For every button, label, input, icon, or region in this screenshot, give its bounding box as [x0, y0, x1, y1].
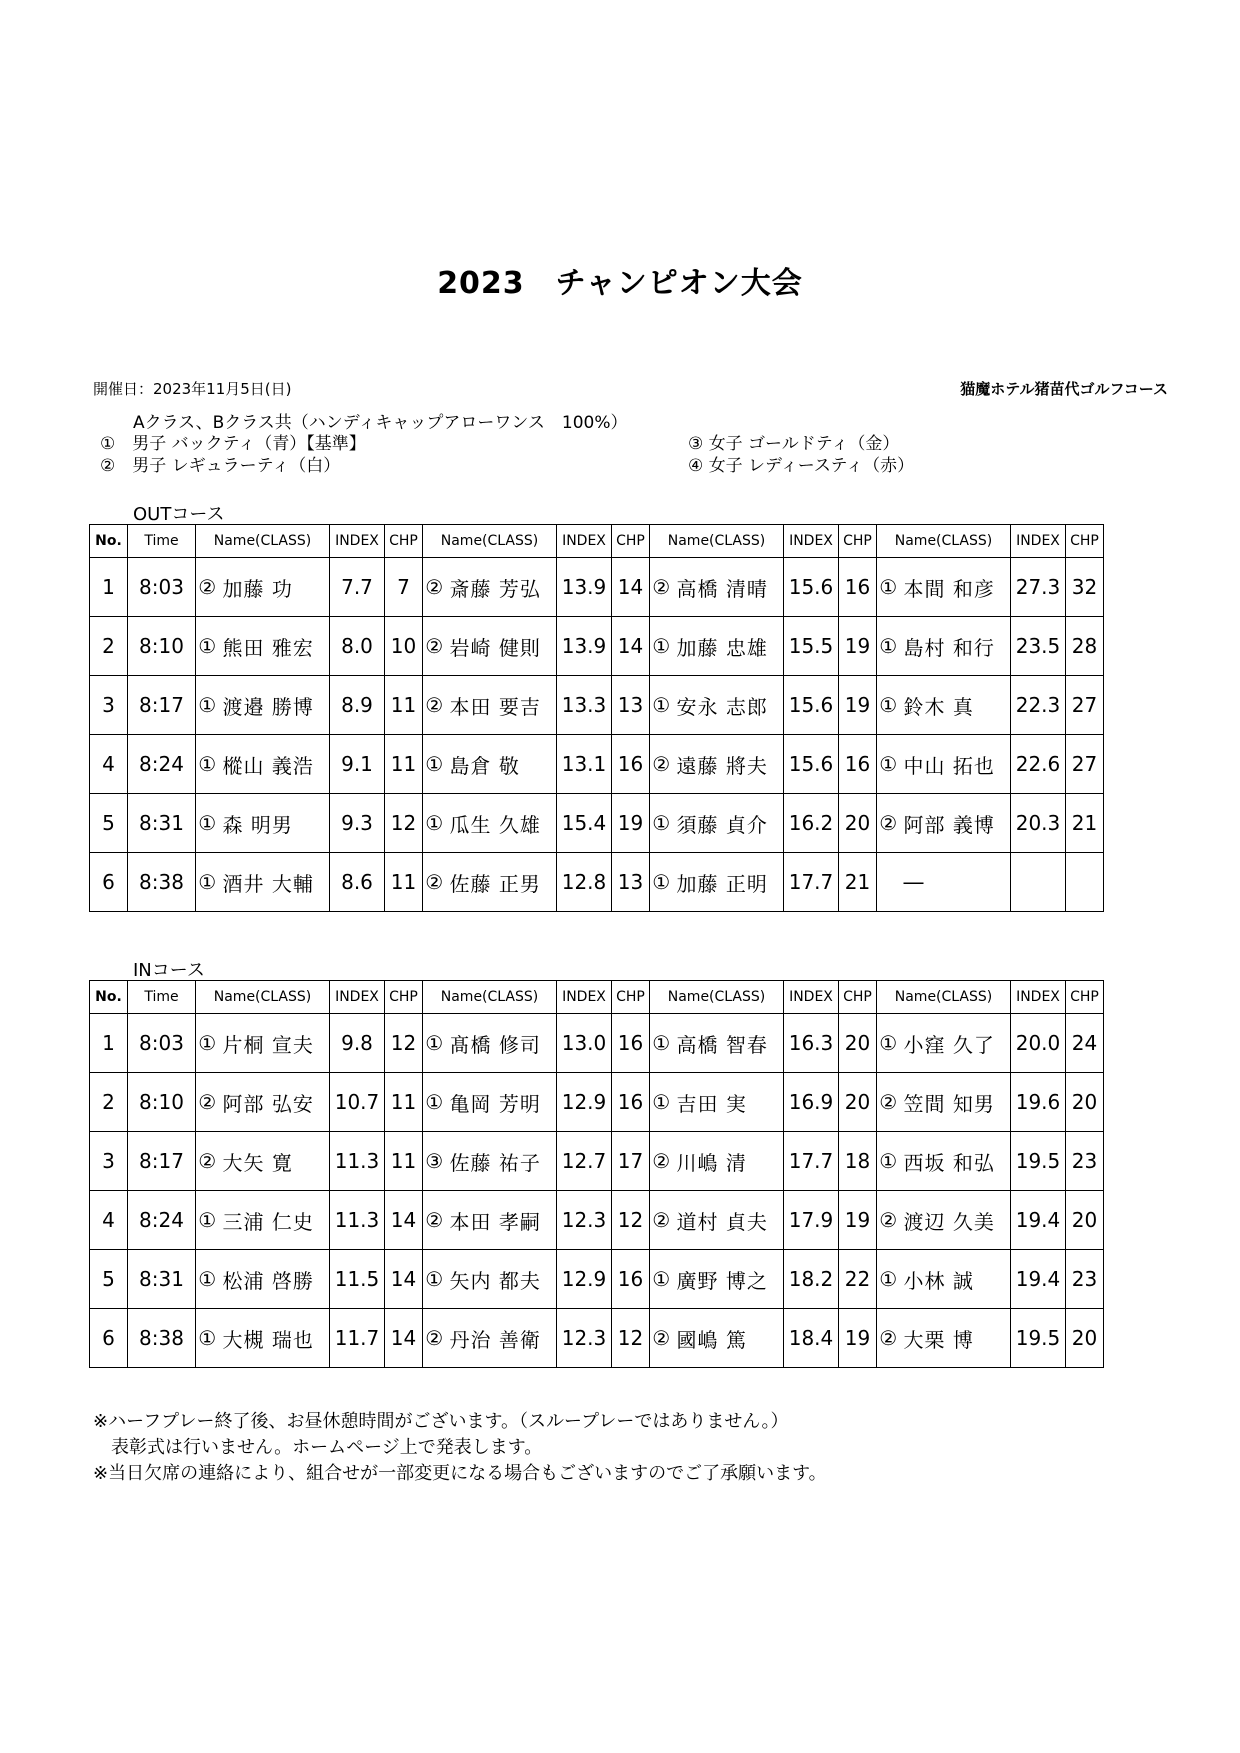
tee-mark: ②: [196, 558, 219, 617]
player-index: 13.9: [557, 617, 612, 676]
tee-mark: ①: [877, 735, 900, 794]
player-chp: 20: [839, 794, 877, 853]
player-chp: 12: [612, 1309, 650, 1368]
tee-mark: ①: [650, 1014, 673, 1073]
player-index: 19.6: [1011, 1073, 1066, 1132]
player-chp: 14: [612, 617, 650, 676]
header-row: [90, 981, 1104, 1014]
tee-mark: ①: [877, 1132, 900, 1191]
tee-mark: ①: [196, 676, 219, 735]
tee-time: 8:17: [128, 676, 196, 735]
tee-mark: ①: [423, 1014, 446, 1073]
tee-mark: ②: [877, 794, 900, 853]
in-course-label: INコース: [133, 960, 205, 981]
player-index: 16.2: [784, 794, 839, 853]
tee-mark: ②: [423, 1309, 446, 1368]
tee-mark: ②: [423, 853, 446, 912]
player-index: 9.1: [330, 735, 385, 794]
player-index: 20.0: [1011, 1014, 1066, 1073]
tee-time: 8:38: [128, 853, 196, 912]
player-chp: [1066, 853, 1104, 912]
tee-3-note: ③ 女子 ゴールドティ（金）: [688, 434, 900, 454]
player-chp: 27: [1066, 676, 1104, 735]
player-chp: 14: [385, 1309, 423, 1368]
player-name: 三浦 仁史: [219, 1191, 330, 1250]
player-name: 鈴木 真: [900, 676, 1011, 735]
header-index: INDEX: [330, 981, 385, 1014]
player-chp: 14: [385, 1250, 423, 1309]
player-name: 島村 和行: [900, 617, 1011, 676]
header-chp: CHP: [839, 525, 877, 558]
player-index: 13.1: [557, 735, 612, 794]
tee-mark: ①: [196, 1309, 219, 1368]
player-index: 19.5: [1011, 1309, 1066, 1368]
tee-mark: ②: [423, 1191, 446, 1250]
player-index: 12.3: [557, 1309, 612, 1368]
player-name: 佐藤 正男: [446, 853, 557, 912]
tee-mark: ②: [650, 1132, 673, 1191]
player-index: 13.0: [557, 1014, 612, 1073]
player-index: 16.3: [784, 1014, 839, 1073]
tee-mark: ①: [650, 1250, 673, 1309]
player-name: 渡辺 久美: [900, 1191, 1011, 1250]
player-name: 大矢 寛: [219, 1132, 330, 1191]
player-index: 17.7: [784, 853, 839, 912]
player-index: 8.0: [330, 617, 385, 676]
player-name: 小窪 久了: [900, 1014, 1011, 1073]
player-chp: 10: [385, 617, 423, 676]
tee-mark: ①: [196, 1191, 219, 1250]
player-chp: 20: [1066, 1191, 1104, 1250]
tee-mark: ②: [423, 617, 446, 676]
tee-time: 8:31: [128, 794, 196, 853]
player-chp: 11: [385, 1073, 423, 1132]
header-time: Time: [128, 981, 196, 1014]
tee-mark: ①: [650, 617, 673, 676]
player-chp: 19: [839, 1309, 877, 1368]
player-name: 丹治 善衛: [446, 1309, 557, 1368]
header-index: INDEX: [557, 525, 612, 558]
player-chp: 16: [612, 1250, 650, 1309]
player-chp: 20: [1066, 1073, 1104, 1132]
player-name: 國嶋 篤: [673, 1309, 784, 1368]
player-chp: 13: [612, 853, 650, 912]
player-name: 中山 拓也: [900, 735, 1011, 794]
group-number: 4: [90, 735, 128, 794]
player-chp: 19: [612, 794, 650, 853]
tee-mark: ②: [877, 1073, 900, 1132]
player-name: 本間 和彦: [900, 558, 1011, 617]
player-name: 川嶋 清: [673, 1132, 784, 1191]
table-row: [90, 735, 1104, 794]
in-course-table: [89, 980, 1104, 1368]
player-name: 矢内 都夫: [446, 1250, 557, 1309]
player-index: 11.3: [330, 1191, 385, 1250]
tee-mark: ①: [196, 1250, 219, 1309]
player-index: 12.8: [557, 853, 612, 912]
player-name: 岩崎 健則: [446, 617, 557, 676]
player-chp: 12: [612, 1191, 650, 1250]
player-name: 阿部 弘安: [219, 1073, 330, 1132]
table-row: [90, 617, 1104, 676]
tee-mark: ②: [423, 676, 446, 735]
player-chp: 16: [612, 735, 650, 794]
player-chp: 7: [385, 558, 423, 617]
table-row: [90, 558, 1104, 617]
player-chp: 32: [1066, 558, 1104, 617]
group-number: 1: [90, 558, 128, 617]
player-name: 道村 貞夫: [673, 1191, 784, 1250]
player-chp: 24: [1066, 1014, 1104, 1073]
player-index: 27.3: [1011, 558, 1066, 617]
header-index: INDEX: [330, 525, 385, 558]
player-chp: 20: [839, 1073, 877, 1132]
player-index: 9.3: [330, 794, 385, 853]
group-number: 6: [90, 853, 128, 912]
player-index: 11.7: [330, 1309, 385, 1368]
player-name: 酒井 大輔: [219, 853, 330, 912]
out-course-table: [89, 524, 1104, 912]
player-name: 加藤 忠雄: [673, 617, 784, 676]
player-name: 樅山 義浩: [219, 735, 330, 794]
group-number: 2: [90, 617, 128, 676]
player-chp: 12: [385, 1014, 423, 1073]
tee-time: 8:24: [128, 735, 196, 794]
tee-mark: ①: [877, 1014, 900, 1073]
tee-mark: ①: [650, 794, 673, 853]
player-chp: 11: [385, 1132, 423, 1191]
tee-mark: ①: [423, 1250, 446, 1309]
header-chp: CHP: [1066, 981, 1104, 1014]
player-index: 12.9: [557, 1250, 612, 1309]
player-chp: 16: [612, 1073, 650, 1132]
group-number: 3: [90, 676, 128, 735]
table-row: [90, 794, 1104, 853]
table-row: [90, 1191, 1104, 1250]
player-name: 渡邉 勝博: [219, 676, 330, 735]
tee-time: 8:24: [128, 1191, 196, 1250]
player-chp: 23: [1066, 1132, 1104, 1191]
player-name: 大栗 博: [900, 1309, 1011, 1368]
tee-mark: ①: [196, 617, 219, 676]
group-number: 5: [90, 794, 128, 853]
player-index: 22.6: [1011, 735, 1066, 794]
player-index: 17.7: [784, 1132, 839, 1191]
tee-mark: ①: [196, 794, 219, 853]
tee-mark: ②: [423, 558, 446, 617]
player-name: 阿部 義博: [900, 794, 1011, 853]
player-index: 22.3: [1011, 676, 1066, 735]
player-name: 松浦 啓勝: [219, 1250, 330, 1309]
table-row: [90, 1073, 1104, 1132]
player-name: ―: [900, 853, 1011, 912]
player-chp: 14: [385, 1191, 423, 1250]
header-no: No.: [90, 525, 128, 558]
player-chp: 18: [839, 1132, 877, 1191]
player-name: 安永 志郎: [673, 676, 784, 735]
tee-time: 8:31: [128, 1250, 196, 1309]
tee-mark: ①: [650, 853, 673, 912]
tee-mark: ①: [650, 1073, 673, 1132]
player-index: 15.4: [557, 794, 612, 853]
page-title: 2023 チャンピオン大会: [437, 266, 803, 301]
tee-mark: ①: [877, 1250, 900, 1309]
tee-time: 8:38: [128, 1309, 196, 1368]
player-chp: 27: [1066, 735, 1104, 794]
player-name: 高橋 智春: [673, 1014, 784, 1073]
tee-mark: ①: [423, 735, 446, 794]
tee-2-note: ② 男子 レギュラーティ（白）: [100, 456, 341, 476]
player-name: 高橋 清晴: [673, 558, 784, 617]
player-chp: 21: [1066, 794, 1104, 853]
player-chp: 11: [385, 853, 423, 912]
player-chp: 19: [839, 617, 877, 676]
group-number: 6: [90, 1309, 128, 1368]
player-index: 15.6: [784, 558, 839, 617]
header-index: INDEX: [784, 525, 839, 558]
player-chp: 20: [839, 1014, 877, 1073]
tee-mark: ②: [650, 735, 673, 794]
tee-time: 8:10: [128, 1073, 196, 1132]
header-no: No.: [90, 981, 128, 1014]
table-row: [90, 1132, 1104, 1191]
header-row: [90, 525, 1104, 558]
player-name: 森 明男: [219, 794, 330, 853]
player-name: 笠間 知男: [900, 1073, 1011, 1132]
player-index: 13.3: [557, 676, 612, 735]
header-chp: CHP: [1066, 525, 1104, 558]
footer-note-2: 表彰式は行いません。ホームページ上で発表します。: [93, 1437, 543, 1458]
player-chp: 19: [839, 676, 877, 735]
player-chp: 22: [839, 1250, 877, 1309]
player-name: 斎藤 芳弘: [446, 558, 557, 617]
tee-time: 8:03: [128, 558, 196, 617]
table-row: [90, 1309, 1104, 1368]
player-name: 加藤 正明: [673, 853, 784, 912]
player-index: 7.7: [330, 558, 385, 617]
player-name: 本田 要吉: [446, 676, 557, 735]
tee-1-note: ① 男子 バックティ（青）【基準】: [100, 434, 366, 454]
header-chp: CHP: [385, 525, 423, 558]
player-index: 15.5: [784, 617, 839, 676]
player-name: 亀岡 芳明: [446, 1073, 557, 1132]
header-name: Name(CLASS): [877, 981, 1011, 1014]
player-chp: 16: [839, 558, 877, 617]
tee-mark: ②: [650, 558, 673, 617]
group-number: 1: [90, 1014, 128, 1073]
handicap-note: Aクラス、Bクラス共（ハンディキャップアローワンス 100%）: [133, 413, 628, 433]
player-index: 17.9: [784, 1191, 839, 1250]
tee-4-note: ④ 女子 レディースティ（赤）: [688, 456, 915, 476]
venue-name: 猫魔ホテル猪苗代ゴルフコース: [960, 380, 1168, 398]
player-index: 16.9: [784, 1073, 839, 1132]
player-name: 髙橋 修司: [446, 1014, 557, 1073]
player-index: 23.5: [1011, 617, 1066, 676]
player-chp: 21: [839, 853, 877, 912]
tee-time: 8:03: [128, 1014, 196, 1073]
player-index: 19.4: [1011, 1250, 1066, 1309]
header-chp: CHP: [385, 981, 423, 1014]
tee-mark: ②: [877, 1309, 900, 1368]
header-index: INDEX: [1011, 981, 1066, 1014]
player-chp: 11: [385, 676, 423, 735]
header-name: Name(CLASS): [196, 525, 330, 558]
player-index: 15.6: [784, 676, 839, 735]
player-index: 13.9: [557, 558, 612, 617]
header-name: Name(CLASS): [423, 525, 557, 558]
tee-mark: ①: [423, 794, 446, 853]
player-index: 8.6: [330, 853, 385, 912]
tee-mark: ②: [877, 1191, 900, 1250]
player-index: 18.2: [784, 1250, 839, 1309]
player-index: 10.7: [330, 1073, 385, 1132]
player-name: 本田 孝嗣: [446, 1191, 557, 1250]
player-chp: 16: [839, 735, 877, 794]
player-name: 島倉 敬: [446, 735, 557, 794]
header-chp: CHP: [612, 981, 650, 1014]
header-name: Name(CLASS): [650, 525, 784, 558]
header-name: Name(CLASS): [877, 525, 1011, 558]
header-name: Name(CLASS): [196, 981, 330, 1014]
out-course-label: OUTコース: [133, 504, 225, 525]
tee-time: 8:10: [128, 617, 196, 676]
player-chp: 20: [1066, 1309, 1104, 1368]
player-name: 西坂 和弘: [900, 1132, 1011, 1191]
player-name: 吉田 実: [673, 1073, 784, 1132]
tee-mark: ①: [650, 676, 673, 735]
player-index: 11.3: [330, 1132, 385, 1191]
player-index: 11.5: [330, 1250, 385, 1309]
footer-note-1: ※ハーフプレー終了後、お昼休憩時間がございます。（スループレーではありません。）: [93, 1411, 789, 1432]
player-index: 8.9: [330, 676, 385, 735]
player-name: 片桐 宣夫: [219, 1014, 330, 1073]
player-chp: 11: [385, 735, 423, 794]
player-index: 15.6: [784, 735, 839, 794]
player-chp: 23: [1066, 1250, 1104, 1309]
player-name: 佐藤 祐子: [446, 1132, 557, 1191]
player-chp: 19: [839, 1191, 877, 1250]
player-chp: 17: [612, 1132, 650, 1191]
group-number: 2: [90, 1073, 128, 1132]
player-index: 20.3: [1011, 794, 1066, 853]
event-date: 開催日：2023年11月5日(日): [93, 380, 292, 398]
player-name: 大槻 瑞也: [219, 1309, 330, 1368]
header-time: Time: [128, 525, 196, 558]
tee-mark: ①: [423, 1073, 446, 1132]
group-number: 4: [90, 1191, 128, 1250]
player-index: 19.4: [1011, 1191, 1066, 1250]
player-chp: 16: [612, 1014, 650, 1073]
player-index: 12.7: [557, 1132, 612, 1191]
tee-mark: ①: [196, 1014, 219, 1073]
player-name: 加藤 功: [219, 558, 330, 617]
player-index: 19.5: [1011, 1132, 1066, 1191]
player-index: 9.8: [330, 1014, 385, 1073]
header-chp: CHP: [839, 981, 877, 1014]
footer-note-3: ※当日欠席の連絡により、組合せが一部変更になる場合もございますのでご了承願います。: [93, 1463, 827, 1484]
tee-mark: ①: [196, 853, 219, 912]
player-chp: 13: [612, 676, 650, 735]
table-row: [90, 1250, 1104, 1309]
tee-mark: ③: [423, 1132, 446, 1191]
player-index: 12.9: [557, 1073, 612, 1132]
player-index: 12.3: [557, 1191, 612, 1250]
player-name: 廣野 博之: [673, 1250, 784, 1309]
group-number: 5: [90, 1250, 128, 1309]
player-name: 遠藤 將夫: [673, 735, 784, 794]
tee-mark: ②: [196, 1132, 219, 1191]
header-name: Name(CLASS): [423, 981, 557, 1014]
header-index: INDEX: [1011, 525, 1066, 558]
tee-mark: ①: [877, 617, 900, 676]
player-name: 瓜生 久雄: [446, 794, 557, 853]
player-chp: 12: [385, 794, 423, 853]
player-index: 18.4: [784, 1309, 839, 1368]
tee-mark: ②: [650, 1191, 673, 1250]
tee-mark: ①: [196, 735, 219, 794]
player-name: 熊田 雅宏: [219, 617, 330, 676]
tee-mark: ②: [650, 1309, 673, 1368]
tee-mark: ①: [877, 676, 900, 735]
header-index: INDEX: [557, 981, 612, 1014]
header-index: INDEX: [784, 981, 839, 1014]
header-name: Name(CLASS): [650, 981, 784, 1014]
group-number: 3: [90, 1132, 128, 1191]
tee-time: 8:17: [128, 1132, 196, 1191]
tee-mark: [877, 853, 900, 912]
table-row: [90, 1014, 1104, 1073]
player-name: 小林 誠: [900, 1250, 1011, 1309]
player-index: [1011, 853, 1066, 912]
tee-mark: ①: [877, 558, 900, 617]
player-chp: 28: [1066, 617, 1104, 676]
player-chp: 14: [612, 558, 650, 617]
header-chp: CHP: [612, 525, 650, 558]
table-row: [90, 853, 1104, 912]
tee-mark: ②: [196, 1073, 219, 1132]
player-name: 須藤 貞介: [673, 794, 784, 853]
table-row: [90, 676, 1104, 735]
